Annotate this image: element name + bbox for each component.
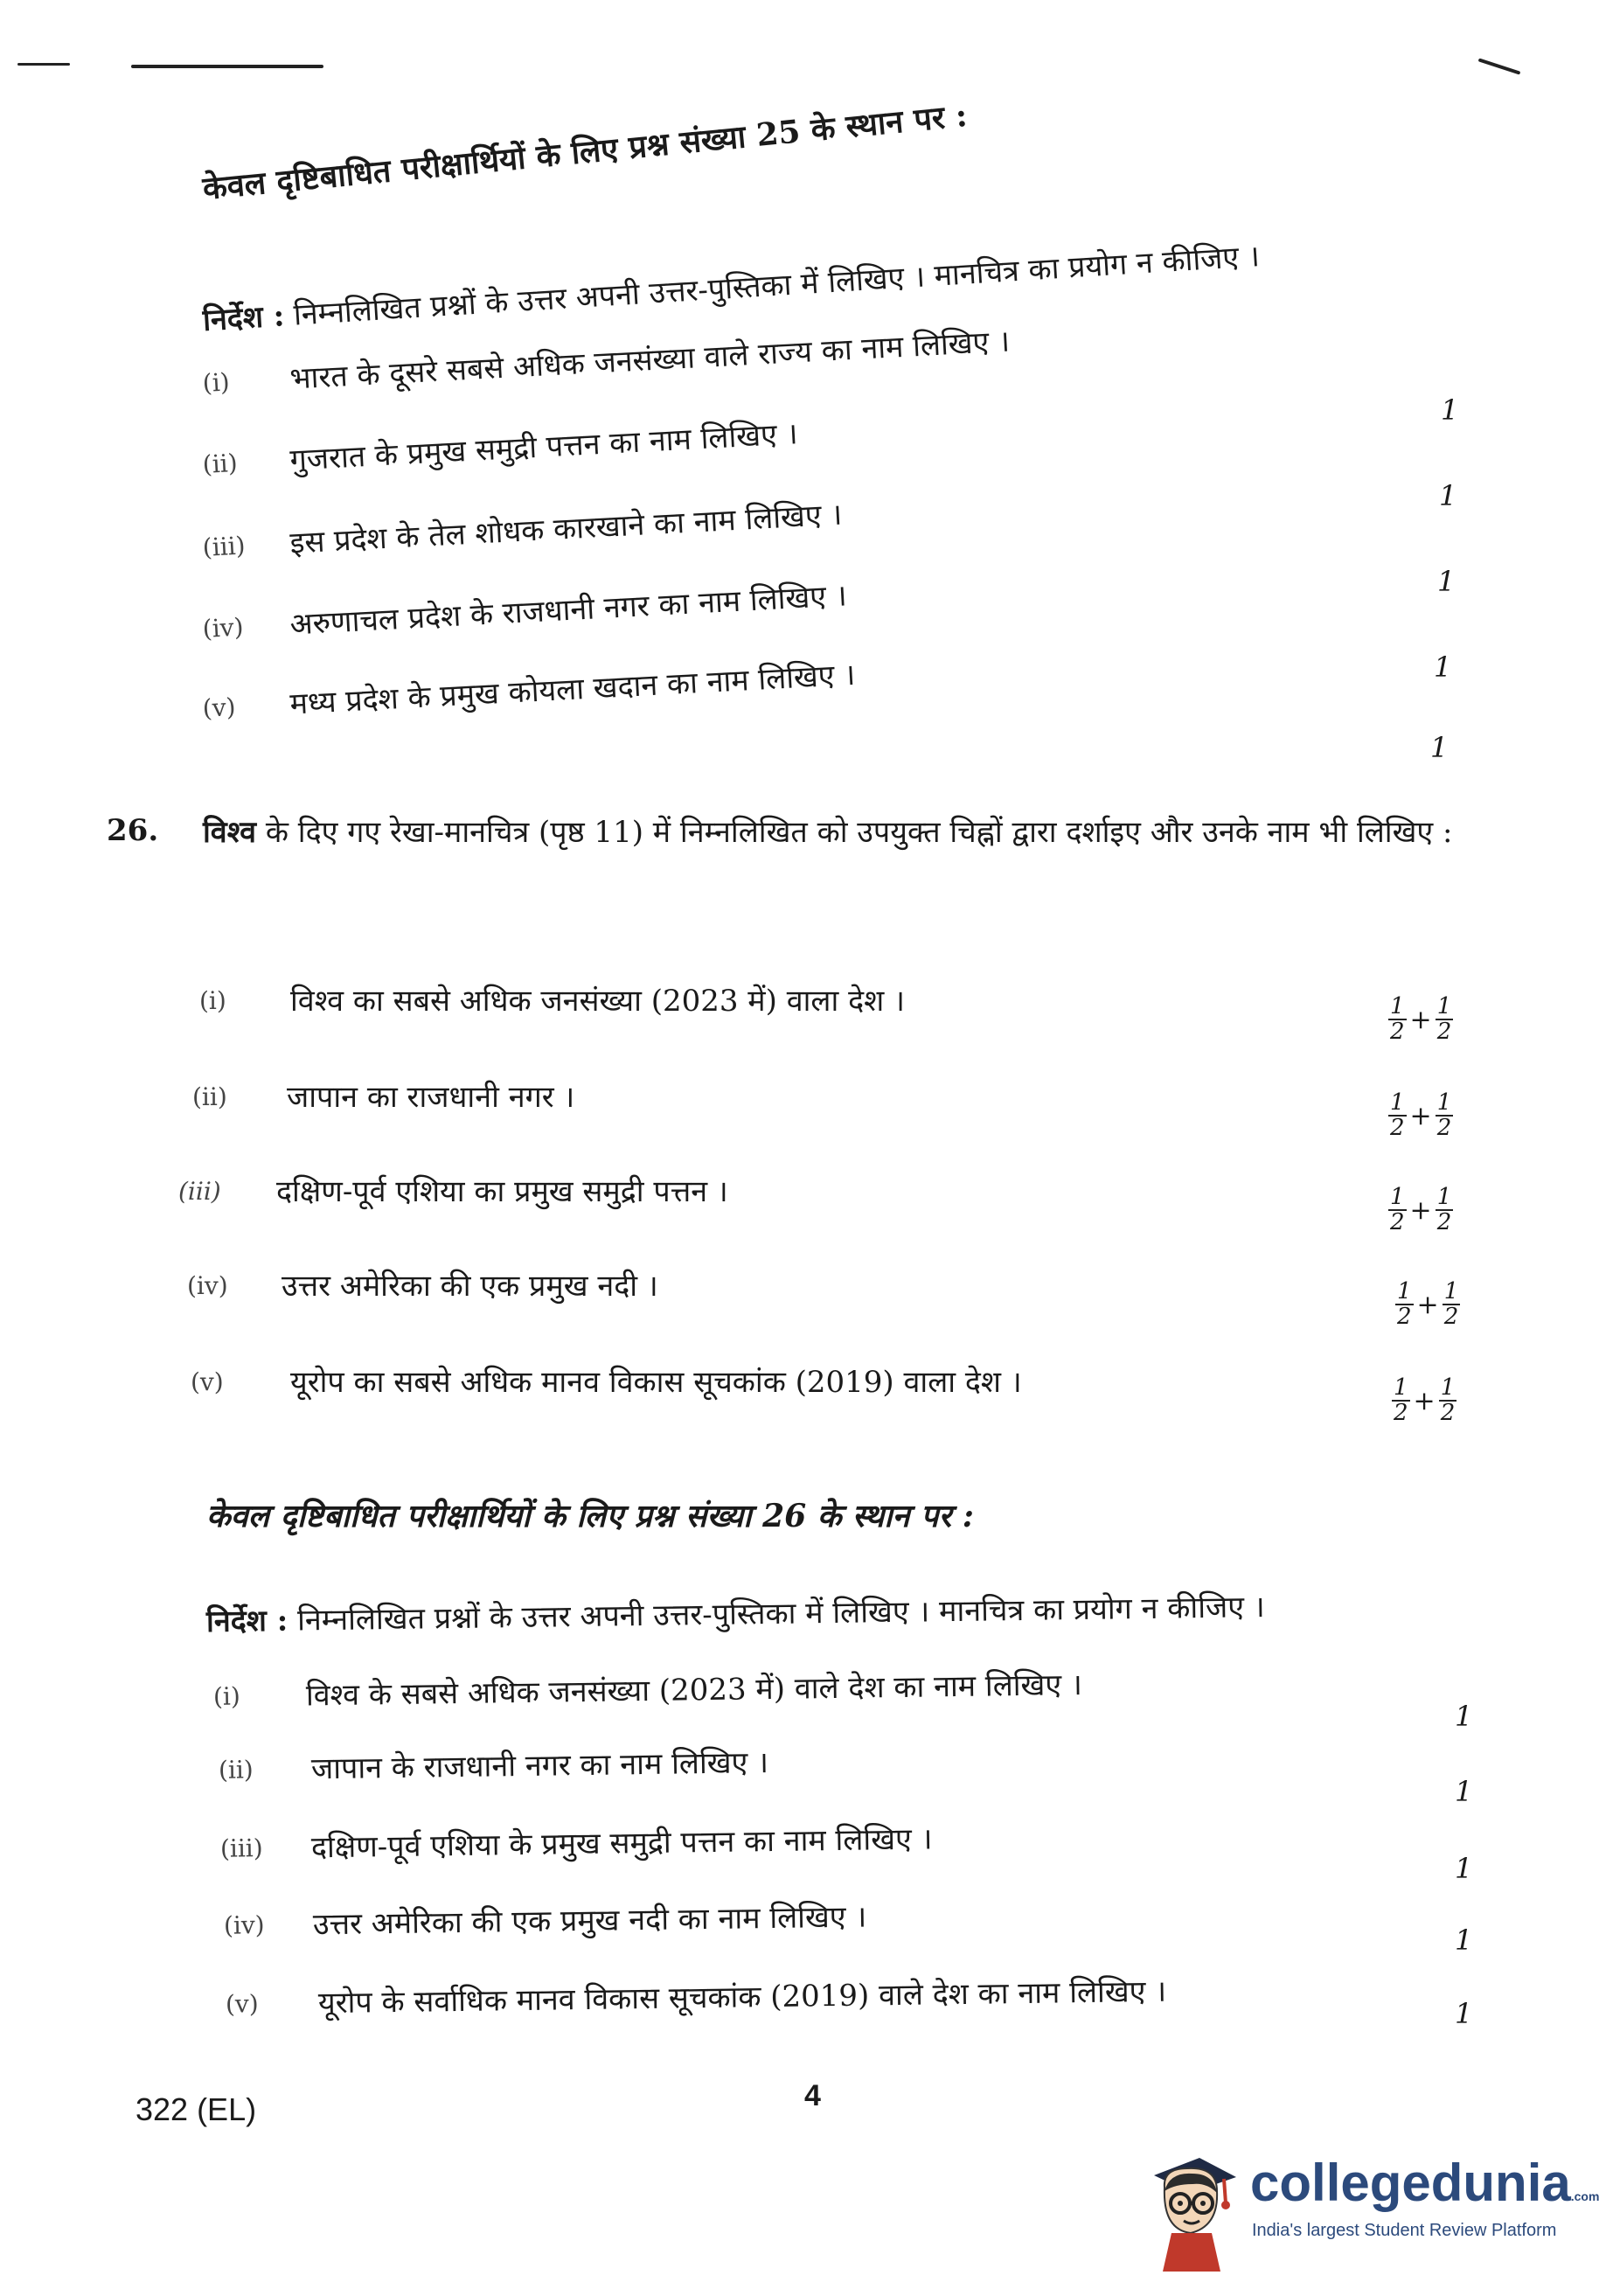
vi26-item	[0, 1728, 1561, 1802]
q26-text	[203, 804, 1479, 860]
item-number: (i)	[212, 1681, 240, 1711]
half-plus-half-mark: $\frac{1}{2}$ + $\frac{1}{2}$	[1390, 1089, 1452, 1142]
item-number: (iii)	[201, 531, 247, 562]
half-plus-half-mark: $\frac{1}{2}$ + $\frac{1}{2}$	[1390, 993, 1452, 1046]
item-number: (ii)	[201, 448, 239, 479]
item-text: अरुणाचल प्रदेश के राजधानी नगर का नाम लिखिए ।	[289, 578, 848, 643]
item-text: उत्तर अमेरिका की एक प्रमुख नदी ।	[282, 1269, 658, 1304]
vi25-mark: 1	[1430, 731, 1449, 764]
vi25-mark: 1	[1441, 393, 1459, 427]
item-number: (v)	[201, 692, 237, 723]
scan-mark-top-right	[1478, 58, 1521, 74]
q26-item	[0, 1359, 1561, 1427]
vi25-instruction-text: निम्नलिखित प्रश्नों के उत्तर अपनी उत्तर-पुस्तिका में लिखिए । मानचित्र का प्रयोग न कीजिए ।	[292, 239, 1261, 333]
q26-item	[0, 1263, 1561, 1331]
item-number: (iv)	[223, 1910, 265, 1940]
item-text: जापान का राजधानी नगर ।	[287, 1080, 575, 1115]
vi26-mark: 1	[1455, 1775, 1473, 1808]
item-text: यूरोप का सबसे अधिक मानव विकास सूचकांक (2019) वाला देश ।	[290, 1365, 1022, 1400]
brand-suffix: .com	[1570, 2189, 1599, 2203]
item-number: (iv)	[201, 612, 245, 644]
item-number: (i)	[201, 367, 231, 398]
vi25-mark: 1	[1439, 479, 1457, 512]
item-number: (iv)	[187, 1271, 228, 1300]
vi26-instruction	[206, 1585, 1265, 1640]
vi25-heading: केवल दृष्टिबाधित परीक्षार्थियों के लिए प्रश्न संख्या 25 के स्थान पर :	[201, 96, 970, 207]
vi26-mark: 1	[1455, 1852, 1473, 1885]
item-number: (ii)	[218, 1755, 254, 1785]
vi26-mark: 1	[1455, 1924, 1473, 1957]
vi26-item	[0, 1654, 1561, 1729]
scan-mark-top-left	[17, 63, 70, 66]
item-number: (v)	[225, 1989, 259, 2019]
item-text: दक्षिण-पूर्व एशिया का प्रमुख समुद्री पत्तन ।	[276, 1174, 728, 1209]
vi26-item	[0, 1806, 1561, 1881]
item-number: (v)	[191, 1367, 224, 1396]
q26-text-bold: विश्व	[203, 815, 257, 850]
paper-code: 322 (EL)	[136, 2091, 257, 2127]
item-text: उत्तर अमेरिका की एक प्रमुख नदी का नाम लिखिए ।	[312, 1899, 867, 1943]
item-text: दक्षिण-पूर्व एशिया के प्रमुख समुद्री पत्तन का नाम लिखिए ।	[310, 1821, 933, 1866]
vi25-mark: 1	[1437, 565, 1456, 598]
item-number: (iii)	[219, 1833, 263, 1863]
half-plus-half-mark: $\frac{1}{2}$ + $\frac{1}{2}$	[1394, 1374, 1456, 1427]
page-number: 4	[804, 2079, 821, 2112]
item-number: (i)	[199, 986, 226, 1015]
brand-tagline: India's largest Student Review Platform	[1252, 2221, 1557, 2240]
vi26-item	[0, 1883, 1561, 1958]
item-text: भारत के दूसरे सबसे अधिक जनसंख्या वाले राज्य का नाम लिखिए ।	[289, 324, 1011, 397]
half-plus-half-mark: $\frac{1}{2}$ + $\frac{1}{2}$	[1397, 1278, 1459, 1331]
collegedunia-watermark	[1145, 2133, 1599, 2282]
item-text: विश्व का सबसे अधिक जनसंख्या (2023 में) वाला देश ।	[290, 984, 905, 1019]
vi26-instruction-text: निम्नलिखित प्रश्नों के उत्तर अपनी उत्तर-पुस्तिका में लिखिए । मानचित्र का प्रयोग न कीजिए ।	[296, 1590, 1266, 1639]
brand-name: collegedunia.com	[1250, 2153, 1599, 2212]
q26-item	[0, 978, 1561, 1046]
item-text: जापान के राजधानी नगर का नाम लिखिए ।	[310, 1745, 769, 1787]
item-text: गुजरात के प्रमुख समुद्री पत्तन का नाम लिखिए ।	[289, 416, 799, 478]
q26-number: 26.	[107, 813, 159, 848]
q26-text-body: के दिए गए रेखा-मानचित्र (पृष्ठ 11) में निम्नलिखित को उपयुक्त चिह्नों द्वारा दर्शाइए और उनके नाम भी लिखिए :	[265, 815, 1453, 850]
q26-item	[0, 1168, 1561, 1236]
item-text: विश्व के सबसे अधिक जनसंख्या (2023 में) वाले देश का नाम लिखिए ।	[305, 1667, 1083, 1714]
item-number: (iii)	[178, 1177, 221, 1206]
item-text: यूरोप के सर्वाधिक मानव विकास सूचकांक (2019) वाले देश का नाम लिखिए ।	[317, 1973, 1167, 2021]
q26-item	[0, 1074, 1561, 1142]
vi26-mark: 1	[1455, 1700, 1473, 1733]
vi25-mark: 1	[1434, 651, 1452, 684]
vi26-item	[0, 1962, 1561, 2036]
vi26-heading: केवल दृष्टिबाधित परीक्षार्थियों के लिए प्रश्न संख्या 26 के स्थान पर :	[206, 1498, 975, 1534]
scan-mark-top-left-2	[131, 65, 323, 68]
item-text: इस प्रदेश के तेल शोधक कारखाने का नाम लिखिए ।	[289, 497, 844, 561]
item-number: (ii)	[192, 1082, 227, 1111]
half-plus-half-mark: $\frac{1}{2}$ + $\frac{1}{2}$	[1390, 1184, 1452, 1236]
student-mascot-icon	[1145, 2142, 1241, 2273]
vi26-mark: 1	[1455, 1997, 1473, 2030]
vi26-instruction-label: निर्देश :	[205, 1603, 289, 1639]
vi25-instruction-label: निर्देश :	[201, 298, 286, 338]
item-text: मध्य प्रदेश के प्रमुख कोयला खदान का नाम लिखिए ।	[289, 657, 857, 722]
